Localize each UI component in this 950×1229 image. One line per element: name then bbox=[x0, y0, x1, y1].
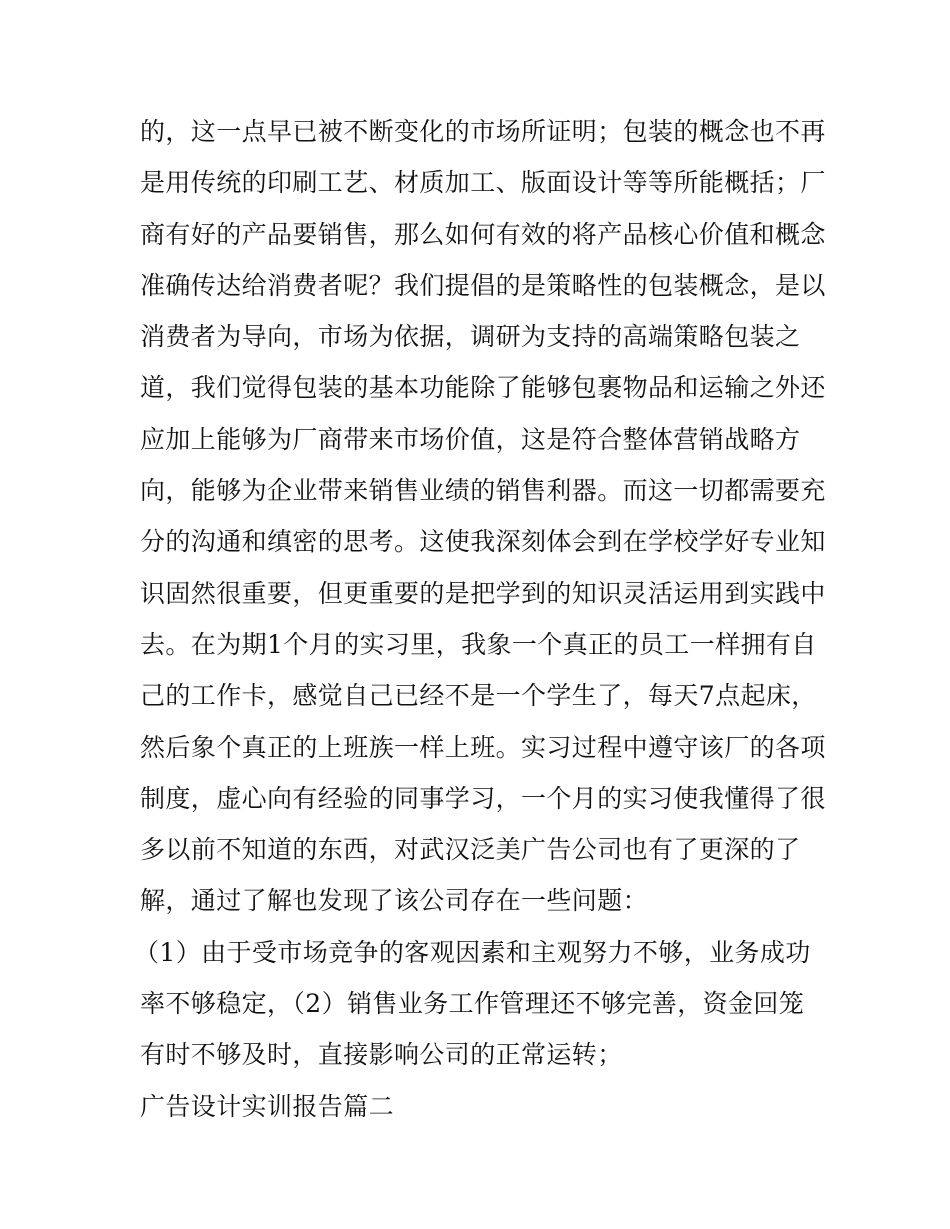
text-line: （1）由于受市场竞争的客观因素和主观努力不够，业务成功 bbox=[134, 937, 811, 967]
text-line: 率不够稳定，（2）销售业务工作管理还不够完善，资金回笼 bbox=[140, 989, 805, 1019]
text-line: 向，能够为企业带来销售业绩的销售利器。而这一切都需要充 bbox=[140, 476, 826, 506]
text-line: 商有好的产品要销售，那么如何有效的将产品核心价值和概念 bbox=[140, 219, 826, 249]
text-line: 消费者为导向，市场为依据，调研为支持的高端策略包装之 bbox=[140, 322, 801, 352]
text-line: 己的工作卡，感觉自己已经不是一个学生了，每天7点起床， bbox=[140, 681, 817, 711]
text-line: 去。在为期1个月的实习里，我象一个真正的员工一样拥有自 bbox=[140, 629, 817, 659]
text-line: 制度，虚心向有经验的同事学习，一个月的实习使我懂得了很 bbox=[140, 783, 826, 813]
text-line: 是用传统的印刷工艺、材质加工、版面设计等等所能概括；厂 bbox=[140, 168, 826, 198]
text-line: 的，这一点早已被不断变化的市场所证明；包装的概念也不再 bbox=[140, 117, 826, 146]
section-heading: 广告设计实训报告篇二 bbox=[140, 1091, 395, 1121]
text-line: 多以前不知道的东西，对武汉泛美广告公司也有了更深的了 bbox=[140, 835, 801, 865]
text-line: 识固然很重要，但更重要的是把学到的知识灵活运用到实践中 bbox=[140, 578, 826, 608]
text-line: 分的沟通和缜密的思考。这使我深刻体会到在学校学好专业知 bbox=[140, 527, 826, 557]
text-line: 然后象个真正的上班族一样上班。实习过程中遵守该厂的各项 bbox=[140, 732, 826, 762]
text-line: 应加上能够为厂商带来市场价值，这是符合整体营销战略方 bbox=[140, 424, 801, 454]
text-line: 道，我们觉得包装的基本功能除了能够包裹物品和运输之外还 bbox=[140, 373, 826, 403]
text-line: 有时不够及时，直接影响公司的正常运转； bbox=[140, 1040, 623, 1070]
text-line: 准确传达给消费者呢？我们提倡的是策略性的包装概念，是以 bbox=[140, 270, 826, 300]
document-body bbox=[134, 106, 826, 1132]
text-line: 解，通过了解也发现了该公司存在一些问题： bbox=[140, 886, 649, 916]
